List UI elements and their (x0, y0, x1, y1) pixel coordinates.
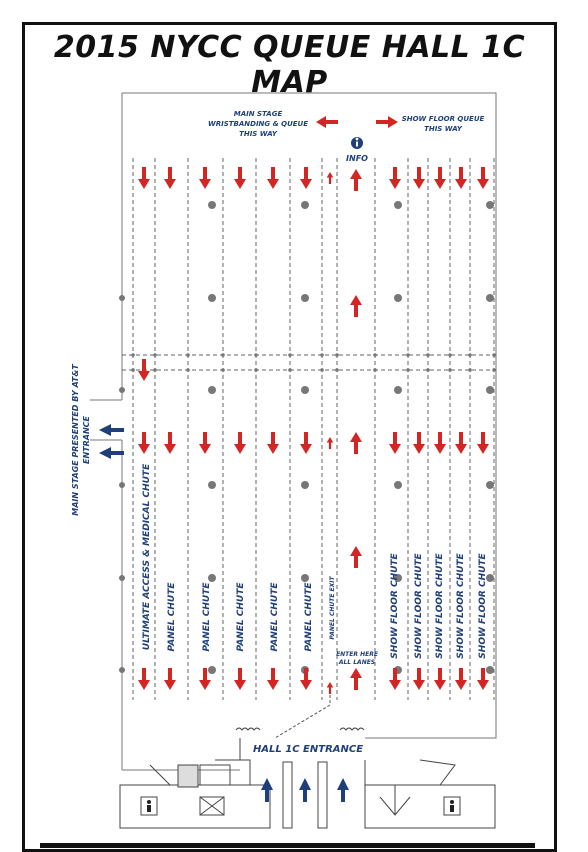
red-arrow-down (164, 167, 176, 189)
red-arrow-down (164, 432, 176, 454)
red-arrow-down (389, 432, 401, 454)
restroom-icon-right (444, 797, 460, 815)
chute-label-text: PANEL CHUTE (270, 582, 280, 652)
chute-label (414, 552, 424, 658)
post (320, 368, 324, 372)
pillar (394, 481, 402, 489)
post (153, 368, 157, 372)
pillar (208, 481, 216, 489)
chute-label (435, 552, 445, 658)
chute-label-text: SHOW FLOOR CHUTE (456, 553, 466, 659)
red-arrow-down (413, 668, 425, 690)
chute-label-text: ULTIMATE ACCESS & MEDICAL CHUTE (142, 463, 152, 651)
chute-label (456, 552, 466, 658)
post (131, 368, 135, 372)
chute-label (270, 582, 280, 652)
post (186, 353, 190, 357)
red-arrow-down (138, 432, 150, 454)
red-arrow-up (327, 437, 334, 449)
red-arrow-up (350, 668, 362, 690)
pillar (208, 574, 216, 582)
post (288, 368, 292, 372)
red-arrow-down (199, 167, 211, 189)
info-icon (351, 137, 363, 149)
post (221, 353, 225, 357)
red-arrow-down (477, 167, 489, 189)
side-entrance-label (71, 364, 91, 516)
red-arrow-down (455, 668, 467, 690)
pillar (394, 386, 402, 394)
pillar (208, 666, 216, 674)
red-arrow-up (350, 546, 362, 568)
chute-label-text: PANEL CHUTE (202, 582, 212, 652)
pillar (394, 201, 402, 209)
post (468, 368, 472, 372)
post (320, 353, 324, 357)
post (335, 368, 339, 372)
red-arrow-down (234, 167, 246, 189)
red-arrow-up (350, 169, 362, 191)
chute-label-text: SHOW FLOOR CHUTE (478, 553, 488, 659)
post (373, 353, 377, 357)
red-arrow-down (300, 167, 312, 189)
pillar (486, 386, 494, 394)
pillar (119, 482, 125, 488)
post (468, 353, 472, 357)
pillar (301, 386, 309, 394)
enter-note-2: ALL LANES (338, 659, 376, 666)
post (186, 368, 190, 372)
chute-label-text: SHOW FLOOR CHUTE (435, 553, 445, 659)
red-arrow-down (234, 668, 246, 690)
post (406, 368, 410, 372)
red-arrow-down (267, 432, 279, 454)
post (373, 368, 377, 372)
post (448, 368, 452, 372)
pillar (208, 386, 216, 394)
pillar (301, 574, 309, 582)
post (131, 353, 135, 357)
chute-label-text: PANEL CHUTE EXIT (329, 576, 336, 640)
post (288, 353, 292, 357)
red-arrow-down (267, 167, 279, 189)
direction-arrow-right (376, 116, 398, 128)
pillar (394, 294, 402, 302)
show-floor-note-1: SHOW FLOOR QUEUE (401, 115, 485, 123)
pillar (208, 294, 216, 302)
chute-label-text: SHOW FLOOR CHUTE (414, 553, 424, 659)
post (406, 353, 410, 357)
pillar (119, 387, 125, 393)
pillar (486, 666, 494, 674)
chute-label (478, 552, 488, 658)
chute-label-text: SHOW FLOOR CHUTE (390, 553, 400, 659)
map-title: 2015 NYCC QUEUE HALL 1C MAP (53, 30, 526, 100)
post (492, 368, 496, 372)
main-stage-note-2: WRISTBANDING & QUEUE (207, 120, 309, 128)
pillar (486, 201, 494, 209)
chute-label (329, 576, 336, 640)
pillar (119, 295, 125, 301)
pillar (301, 481, 309, 489)
chute-label (236, 582, 246, 652)
red-arrow-down (434, 167, 446, 189)
side-label-line-2: ENTRANCE (82, 416, 91, 464)
pillar (301, 201, 309, 209)
chute-label-text: PANEL CHUTE (304, 582, 314, 652)
chute-label-text: PANEL CHUTE (236, 582, 246, 652)
red-arrow-down (413, 432, 425, 454)
red-arrow-down (164, 668, 176, 690)
red-arrow-down (434, 432, 446, 454)
chute-label (390, 552, 400, 658)
red-arrow-up (350, 432, 362, 454)
pillar (119, 575, 125, 581)
hall-outline (90, 93, 496, 770)
pillar (301, 294, 309, 302)
post (153, 353, 157, 357)
red-arrow-down (234, 432, 246, 454)
post (335, 353, 339, 357)
red-arrow-up (327, 172, 334, 184)
restroom-icon-left (141, 797, 157, 815)
red-arrow-down (477, 432, 489, 454)
entrance-arrows (261, 778, 349, 802)
side-entrance-arrows (99, 424, 124, 459)
post (254, 368, 258, 372)
chute-label (142, 463, 152, 650)
side-label-line-1: MAIN STAGE PRESENTED BY AT&T (71, 364, 80, 516)
main-stage-note-1: MAIN STAGE (233, 110, 283, 118)
hall-entrance-label: HALL 1C ENTRANCE (252, 744, 364, 755)
post (492, 353, 496, 357)
red-arrow-down (389, 167, 401, 189)
post (426, 368, 430, 372)
post (221, 368, 225, 372)
red-arrow-up (350, 295, 362, 317)
pillar (486, 481, 494, 489)
post (254, 353, 258, 357)
info-label: INFO (346, 154, 368, 163)
red-arrow-down (455, 167, 467, 189)
red-arrow-down (413, 167, 425, 189)
red-arrow-up (327, 682, 334, 694)
direction-arrow-left (316, 116, 338, 128)
show-floor-note-2: THIS WAY (424, 125, 462, 133)
pillar (119, 667, 125, 673)
red-arrow-down (267, 668, 279, 690)
pillar (486, 294, 494, 302)
entrance-structures (120, 728, 495, 828)
post (426, 353, 430, 357)
chute-label (304, 582, 314, 652)
pillar (208, 201, 216, 209)
main-stage-note-3: THIS WAY (239, 130, 277, 138)
red-arrow-down (138, 668, 150, 690)
chute-label-text: PANEL CHUTE (167, 582, 177, 652)
chute-labels (142, 463, 488, 659)
post (448, 353, 452, 357)
red-arrow-down (434, 668, 446, 690)
red-arrow-down (455, 432, 467, 454)
red-arrow-down (300, 432, 312, 454)
chute-label (167, 582, 177, 652)
red-arrow-down (199, 432, 211, 454)
chute-label (202, 582, 212, 652)
enter-note-1: ENTER HERE (336, 651, 378, 658)
red-arrow-down (138, 167, 150, 189)
panel-exit-path (275, 695, 330, 738)
